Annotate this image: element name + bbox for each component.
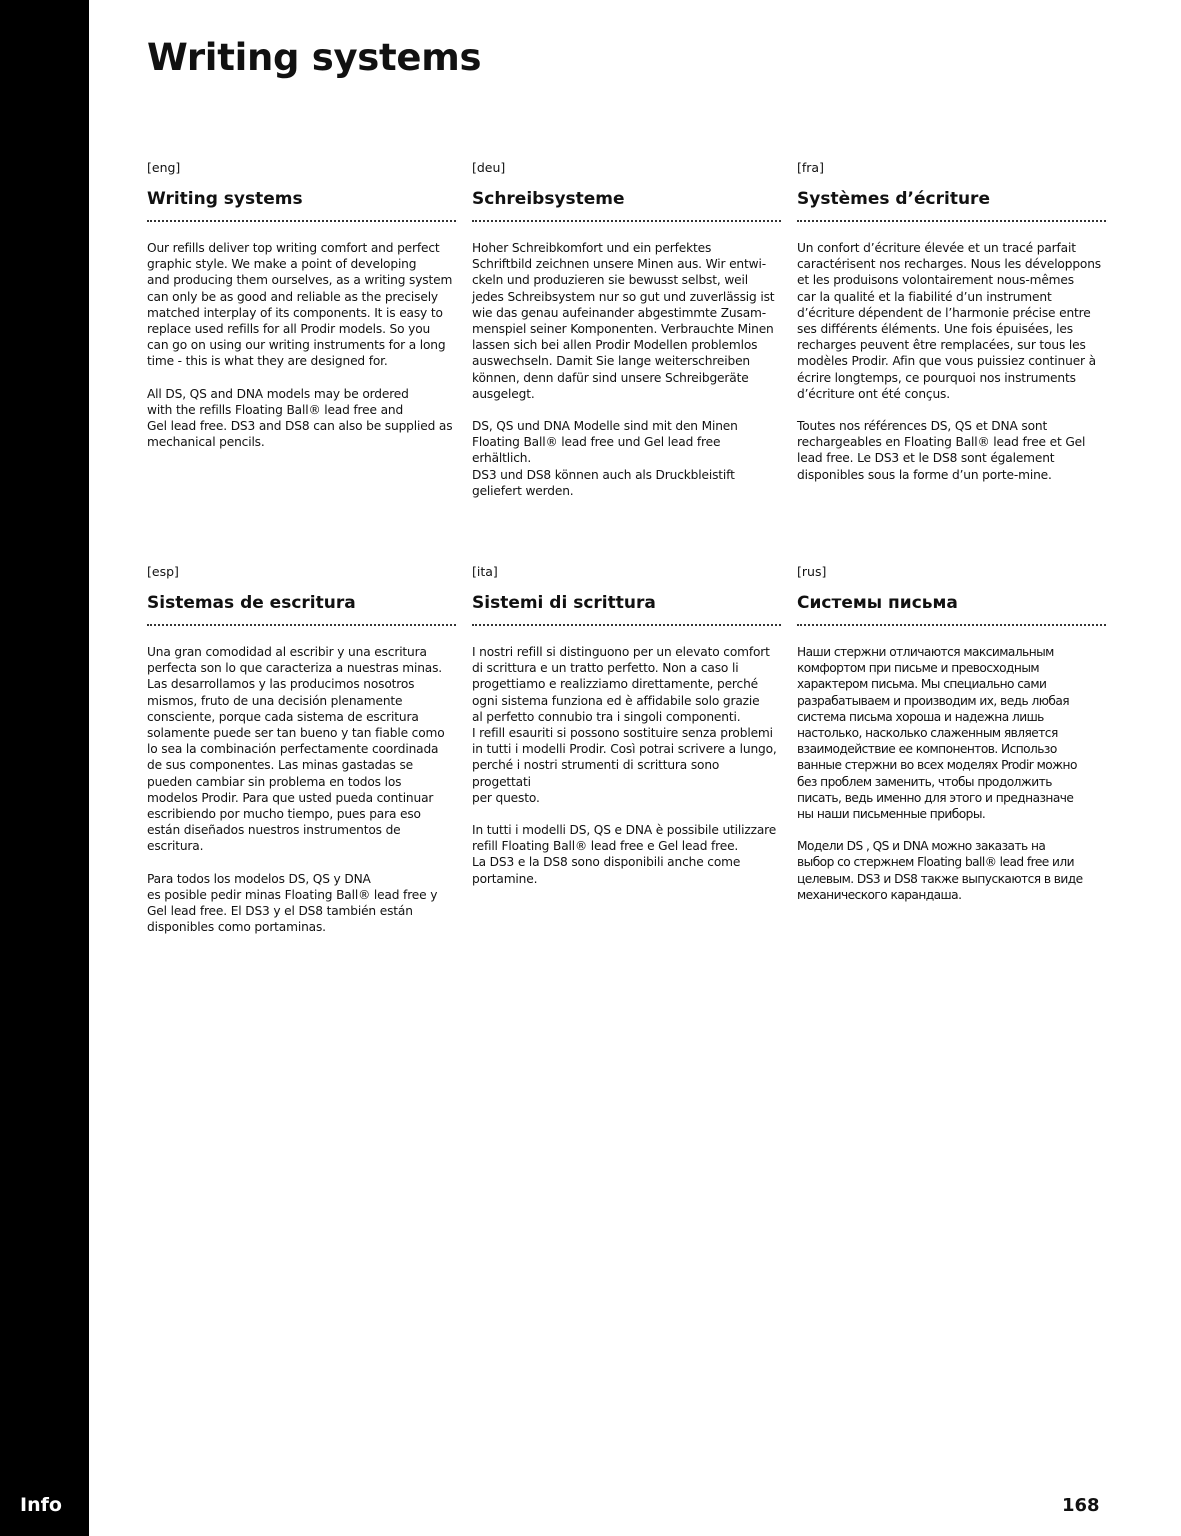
section-body bbox=[147, 644, 456, 935]
dotted-divider bbox=[472, 624, 781, 626]
section-eng bbox=[147, 160, 456, 466]
section-body bbox=[472, 240, 781, 499]
section-body bbox=[147, 240, 456, 450]
section-label: Info bbox=[20, 1494, 62, 1516]
dotted-divider bbox=[797, 220, 1106, 222]
section-body bbox=[797, 240, 1106, 483]
dotted-divider bbox=[797, 624, 1106, 626]
paragraph: Модели DS , QS и DNA можно заказать на выбор со стержнем Floating ball® lead free или целевым. DS3 и DS8 также выпускаются в виде механического карандаша. bbox=[797, 839, 1083, 902]
section-title: Schreibsysteme bbox=[472, 189, 625, 209]
section-title: Writing systems bbox=[147, 189, 303, 209]
section-title: Sistemas de escritura bbox=[147, 593, 356, 613]
language-code: [deu] bbox=[472, 160, 506, 175]
dotted-divider bbox=[472, 220, 781, 222]
paragraph: In tutti i modelli DS, QS e DNA è possibile utilizzare refill Floating Ball® lead free e Gel lead free. La DS3 e la DS8 sono disponibili anche come portamine. bbox=[472, 823, 777, 886]
sidebar-strip bbox=[0, 0, 89, 1536]
paragraph: Una gran comodidad al escribir y una escritura perfecta son lo que caracteriza a nuestras minas. Las desarrollamos y las producimos nosotros mismos, fruto de una decisión plenamente consciente, porque cada sistema de escritura solamente puede ser tan bueno y tan fiable como lo sea la combinación perfectamente coordinada de sus componentes. Las minas gastadas se pueden cambiar sin problema en todos los modelos Prodir. Para que usted pueda continuar escribiendo por mucho tiempo, pues para eso están diseñados nuestros instrumentos de escritura. bbox=[147, 645, 445, 854]
dotted-divider bbox=[147, 624, 456, 626]
paragraph: Para todos los modelos DS, QS y DNA es posible pedir minas Floating Ball® lead free y Gel lead free. El DS3 y el DS8 también están disponibles como portaminas. bbox=[147, 871, 438, 935]
paragraph: Наши стержни отличаются максимальным комфортом при письме и превосходным характером письма. Мы специально сами разрабатываем и производим их, ведь любая система письма хороша и надежна лишь настолько, насколько слаженным является взаимодействие ее компонентов. Использо ванные стержни во всех моделях Prodir можно без проблем заменить, чтобы продолжить писать, ведь именно для этого и предназначе ны наши письменные приборы. bbox=[797, 645, 1077, 822]
section-rus bbox=[797, 564, 1106, 919]
paragraph: Our refills deliver top writing comfort and perfect graphic style. We make a point of developing and producing them ourselves, as a writing system can only be as good and reliable as the precisely matched interplay of its components. It is easy to replace used refills for all Prodir models. So you can go on using our writing instruments for a long time - this is what they are designed for. bbox=[147, 241, 453, 369]
language-code: [eng] bbox=[147, 160, 181, 175]
section-esp bbox=[147, 564, 456, 951]
page-title: Writing systems bbox=[147, 36, 482, 79]
paragraph: All DS, QS and DNA models may be ordered with the refills Floating Ball® lead free and Gel lead free. DS3 and DS8 can also be supplied as mechanical pencils. bbox=[147, 386, 453, 450]
section-title: Systèmes d’écriture bbox=[797, 189, 990, 209]
paragraph: DS, QS und DNA Modelle sind mit den Minen Floating Ball® lead free und Gel lead free erhältlich. DS3 und DS8 können auch als Druckbleistift geliefert werden. bbox=[472, 419, 738, 498]
language-code: [rus] bbox=[797, 564, 827, 579]
section-ita bbox=[472, 564, 781, 903]
language-code: [ita] bbox=[472, 564, 498, 579]
paragraph: I nostri refill si distinguono per un elevato comfort di scrittura e un tratto perfetto. Non a caso li progettiamo e realizziamo direttamente, perché ogni sistema funziona ed è affidabile solo grazie al perfetto connubio tra i singoli componenti. I refill esauriti si possono sostituire senza problemi in tutti i modelli Prodir. Così potrai scrivere a lungo, perché i nostri strumenti di scrittura sono progettati per questo. bbox=[472, 645, 777, 805]
page-number: 168 bbox=[1062, 1495, 1100, 1516]
dotted-divider bbox=[147, 220, 456, 222]
section-title: Sistemi di scrittura bbox=[472, 593, 656, 613]
section-title: Системы письма bbox=[797, 593, 958, 613]
paragraph: Hoher Schreibkomfort und ein perfektes Schriftbild zeichnen unsere Minen aus. Wir entwi- ckeln und produzieren sie bewusst selbst, weil jedes Schreibsystem nur so gut und zuverlässig ist wie das genau aufeinander abgestimmte Zusam- menspiel seiner Komponenten. Verbrauchte Minen lassen sich bei allen Prodir Modellen problemlos auswechseln. Damit Sie lange weiterschreiben können, denn dafür sind unsere Schreibgeräte ausgelegt. bbox=[472, 241, 775, 401]
section-body bbox=[797, 644, 1106, 903]
section-fra bbox=[797, 160, 1106, 499]
paragraph: Un confort d’écriture élevée et un tracé parfait caractérisent nos recharges. Nous les développons et les produisons volontairement nous-mêmes car la qualité et la fiabilité d’un instrument d’écriture dépendent de l’harmonie précise entre ses différents éléments. Une fois épuisées, les recharges peuvent être remplacées, sur tous les modèles Prodir. Afin que vous puissiez continuer à écrire longtemps, ce pourquoi nos instruments d’écriture ont été conçus. bbox=[797, 241, 1101, 401]
section-body bbox=[472, 644, 781, 887]
language-code: [esp] bbox=[147, 564, 179, 579]
language-code: [fra] bbox=[797, 160, 824, 175]
section-deu bbox=[472, 160, 781, 515]
paragraph: Toutes nos références DS, QS et DNA sont rechargeables en Floating Ball® lead free et Gel lead free. Le DS3 et le DS8 sont également disponibles sous la forme d’un porte-mine. bbox=[797, 419, 1086, 482]
